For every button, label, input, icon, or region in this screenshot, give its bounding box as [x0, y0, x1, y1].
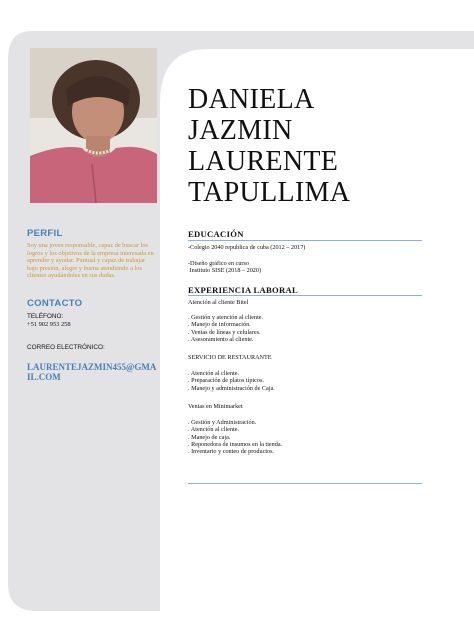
profile-photo — [30, 48, 157, 203]
email-link[interactable]: LAURENTEJAZMIN455@GMAIL.COM — [27, 362, 157, 382]
name-line: JAZMIN — [188, 115, 293, 146]
job-item: . Asesoramiento al cliente. — [188, 335, 254, 343]
name-line: TAPULLIMA — [188, 177, 351, 208]
name-line: LAURENTE — [188, 146, 339, 177]
job-item: . Ventas de líneas y celulares. — [188, 328, 261, 336]
full-name — [188, 84, 350, 208]
job-item: . Gestión y atención al cliente. — [188, 314, 264, 321]
phone-value: +51 902 953 258 — [27, 321, 71, 328]
job-item: . Manejo y administración de Caja. — [188, 384, 275, 392]
job-item: . Preparación de platos típicos. — [188, 377, 264, 385]
section-divider — [188, 295, 422, 296]
section-divider — [188, 483, 422, 484]
experiencia-heading: EXPERIENCIA LABORAL — [188, 285, 299, 295]
job-heading: Atención al cliente Bitel — [188, 299, 249, 306]
name-line: DANIELA — [188, 84, 315, 115]
email-label: CORREO ELECTRÓNICO: — [27, 344, 105, 351]
contacto-heading: CONTACTO — [27, 298, 83, 309]
job-heading: Ventas en Minimarket — [188, 403, 243, 410]
job-item: . Gestión y Administración. — [188, 419, 257, 426]
job-heading: SERVICIO DE RESTAURANTE — [188, 354, 272, 361]
education-entry: -Colegio 2040 republica de cuba (2012 – 2017) — [188, 244, 306, 251]
educacion-heading: EDUCACIÓN — [188, 229, 244, 239]
job-item: . Manejo de caja. — [188, 433, 231, 441]
phone-label: TELÉFONO: — [27, 313, 64, 320]
job-item: . Reponedora de insumos en la tienda. — [188, 440, 283, 448]
job-item: . Inventario y conteo de productos. — [188, 448, 275, 456]
perfil-heading: PERFIL — [27, 228, 63, 239]
job-item: . Manejo de información. — [188, 321, 251, 329]
job-item: . Atención al cliente. — [188, 370, 240, 377]
perfil-text: Soy una joven responsable, capaz de buscar los logros y los objetivos de la empresa interesada en aprender y ayudar. Puntual y capaz de trabajar bajo presión, alegre y buena atendiendo a los clientes ayudándoles en sus dudas. — [27, 242, 154, 280]
job-item: . Atención al cliente. — [188, 426, 240, 434]
section-divider — [188, 240, 422, 241]
education-entry: -Diseño gráfico en curso Instituto SISE (2018 – 2020) — [188, 260, 262, 275]
